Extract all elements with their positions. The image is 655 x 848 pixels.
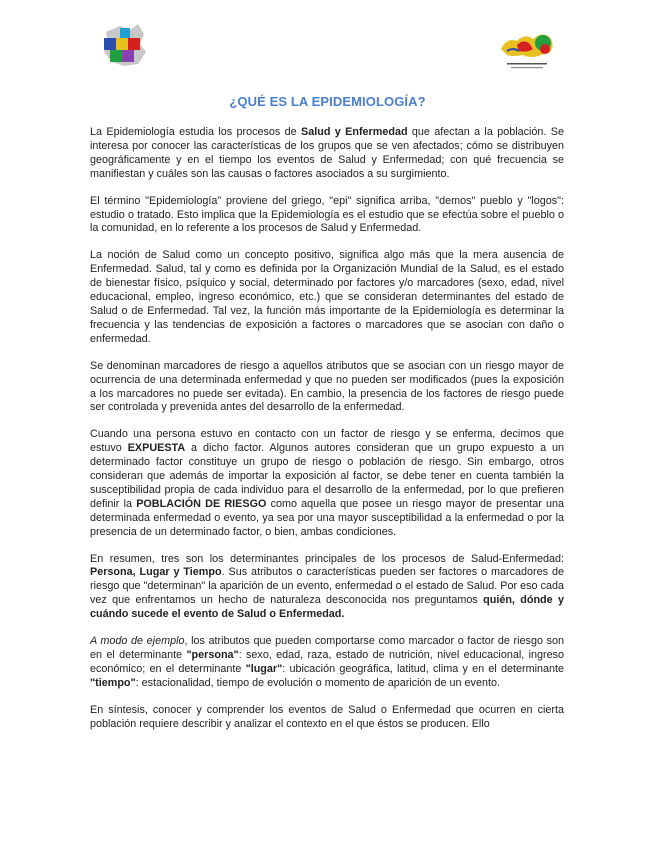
bold-text: POBLACIÓN DE RIESGO <box>136 497 267 510</box>
page-title: ¿QUÉ ES LA EPIDEMIOLOGÍA? <box>229 94 426 109</box>
bold-text: "tiempo" <box>90 676 136 689</box>
bold-text: "persona" <box>186 649 239 661</box>
bold-text: quién, dónde y cuándo sucede el evento de Salud o Enfermedad. <box>90 594 564 621</box>
document-body <box>90 126 564 745</box>
italic-text: A modo de ejemplo <box>90 635 185 648</box>
bold-text: "lugar" <box>245 662 283 675</box>
text: como aquella que posee un riesgo mayor de presentar una determinada enfermedad o evento, ya sea por una mayor susceptibilidad a la enfermedad o por la presencia de un determinado factor, o bien, ambas condiciones. <box>90 497 565 538</box>
paragraph <box>90 635 564 691</box>
text: que afectan a la población. Se interesa por conocer las características de los grupos que se ven afectados; cómo se distribuyen geográficamente y en el tiempo los eventos de Salud y Enfermedad; con qué frecuencia se manifiestan y cuáles son las causas o factores asociados a su surgimiento. <box>90 126 564 180</box>
bold-text: Salud y Enfermedad <box>301 126 408 138</box>
bold-text: EXPUESTA <box>127 442 186 455</box>
text: : ubicación geográfica, latitud, clima y en el determinante <box>282 662 564 675</box>
paragraph: La noción de Salud como un concepto positivo, significa algo más que la mera ausencia de Enfermedad. Salud, tal y como es definida por la Organización Mundial de la Salud, es el estado de bienestar físico, psíquico y social, determinado por factores y/o marcadores (sexo, edad, nivel educacional, empleo, ingreso económico, etc.) que se consideran determinantes del estado de Salud o de Enfermedad. Tal vez, la función más importante de la Epidemiología es determinar la frecuencia y las tendencias de exposición a factores o marcadores que se asocian con daño o enfermedad. <box>90 249 564 345</box>
text: Cuando una persona estuvo en contacto con un factor de riesgo y se enferma, decimos que estuvo <box>90 428 564 455</box>
text: a dicho factor. Algunos autores consideran que un grupo expuesto a un determinado factor constituye un grupo de riesgo o población de riesgo. Sin embargo, otros consideran que además de importar la exposición al factor, se debe tener en cuenta también la susceptibilidad propia de cada individuo para el desarrollo de la enfermedad, por lo que prefieren definir la <box>90 442 565 510</box>
text: : estacionalidad, tiempo de evolución o momento de aparición de un evento. <box>135 676 500 689</box>
text: . Sus atributos o características pueden ser factores o marcadores de riesgo que "determinan" la aparición de un evento, enfermedad o el estado de Salud. Por eso cada vez que enfrentamos un hecho de naturaleza desconocida nos preguntamos <box>90 566 564 607</box>
paragraph <box>90 553 564 623</box>
text: La Epidemiología estudia los procesos de <box>90 126 302 138</box>
logo-icon <box>100 22 150 68</box>
seal-icon <box>497 27 557 73</box>
bold-text: Persona, Lugar y Tiempo <box>90 566 222 579</box>
paragraph <box>90 428 564 539</box>
text: , los atributos que pueden comportarse como marcador o factor de riesgo son en el determinante <box>90 635 564 661</box>
paragraph: Se denominan marcadores de riesgo a aquellos atributos que se asocian con un riesgo mayor de ocurrencia de una determinada enfermedad y que no pueden ser modificados (pues la exposición a los marcadores no puede ser evitada). En cambio, la presencia de los factores de riesgo puede ser controlada y prevenida antes del desarrollo de la enfermedad. <box>90 359 564 414</box>
paragraph <box>90 126 564 182</box>
paragraph: El término "Epidemiología" proviene del griego, "epi" significa arriba, "demos" pueblo y "logos": estudio o tratado. Esto implica que la Epidemiología es el estudio que se efectúa sobre el pueblo o la comunidad, en lo referente a los procesos de Salud y Enfermedad. <box>90 194 564 235</box>
text: En resumen, tres son los determinantes principales de los procesos de Salud-Enfermedad: <box>90 552 564 565</box>
text: : sexo, edad, raza, estado de nutrición, nivel educacional, ingreso económico; en el determinante <box>90 649 564 675</box>
paragraph: En síntesis, conocer y comprender los eventos de Salud o Enfermedad que ocurren en cierta población requiere describir y analizar el contexto en el que éstos se producen. Ello <box>90 703 564 730</box>
